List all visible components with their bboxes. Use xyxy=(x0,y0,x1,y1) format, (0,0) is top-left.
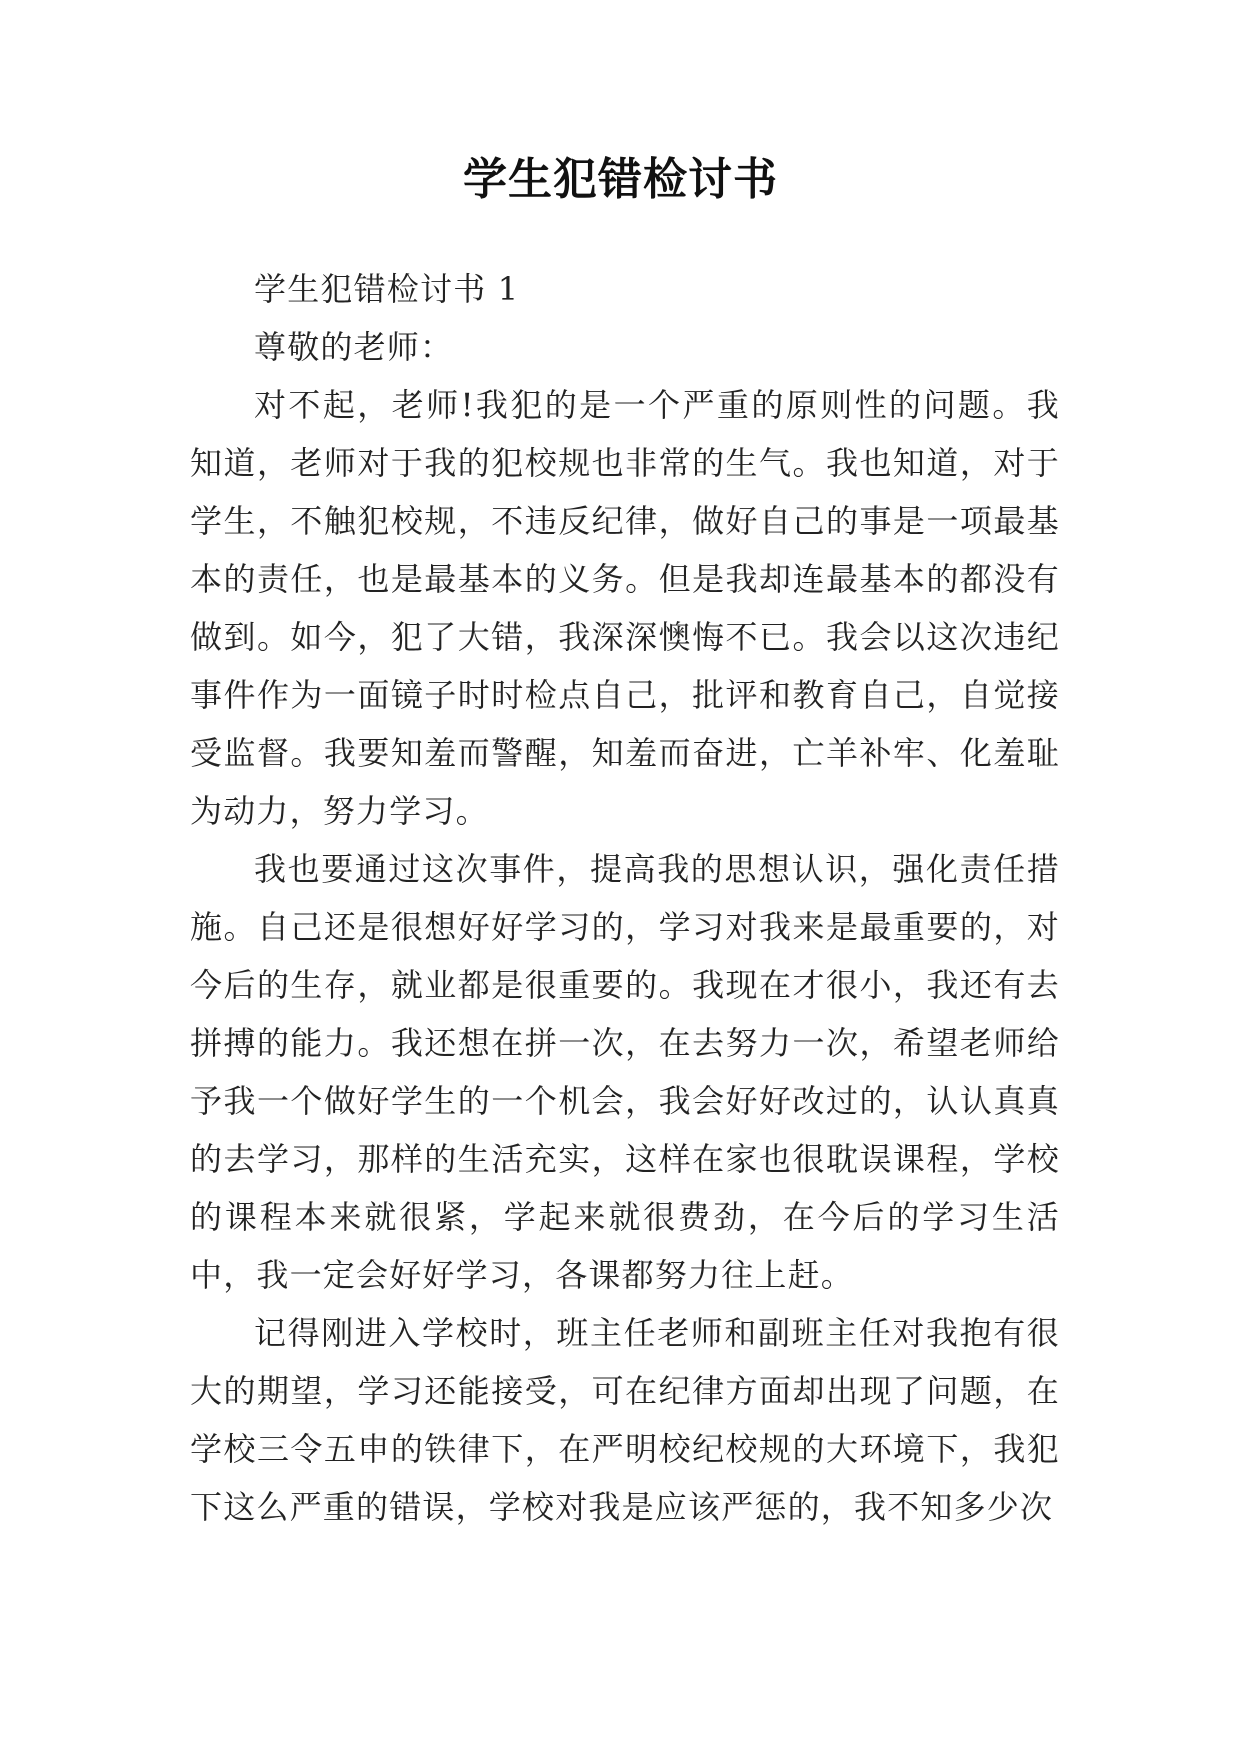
document-title: 学生犯错检讨书 xyxy=(463,154,778,205)
salutation: 尊敬的老师： xyxy=(254,328,454,366)
document-body xyxy=(190,260,1060,1536)
paragraph-3: 记得刚进入学校时，班主任老师和副班主任对我抱有很大的期望，学习还能接受，可在纪律方面却出现了问题，在学校三令五申的铁律下，在严明校纪校规的大环境下，我犯下这么严重的错误，学校对我是应该严惩的，我不知多少次 xyxy=(190,1314,1060,1526)
section-heading: 学生犯错检讨书 1 xyxy=(254,270,520,308)
paragraph-1: 对不起，老师!我犯的是一个严重的原则性的问题。我知道，老师对于我的犯校规也非常的生气。我也知道，对于学生，不触犯校规，不违反纪律，做好自己的事是一项最基本的责任，也是最基本的义务。但是我却连最基本的都没有做到。如今，犯了大错，我深深懊悔不已。我会以这次违纪事件作为一面镜子时时检点自己，批评和教育自己，自觉接受监督。我要知羞而警醒，知羞而奋进，亡羊补牢、化羞耻为动力，努力学习。 xyxy=(190,386,1060,830)
paragraph-2: 我也要通过这次事件，提高我的思想认识，强化责任措施。自己还是很想好好学习的，学习对我来是最重要的，对今后的生存，就业都是很重要的。我现在才很小，我还有去拼搏的能力。我还想在拼一次，在去努力一次，希望老师给予我一个做好学生的一个机会，我会好好改过的，认认真真的去学习，那样的生活充实，这样在家也很耽误课程，学校的课程本来就很紧，学起来就很费劲，在今后的学习生活中，我一定会好好学习，各课都努力往上赶。 xyxy=(190,850,1060,1294)
